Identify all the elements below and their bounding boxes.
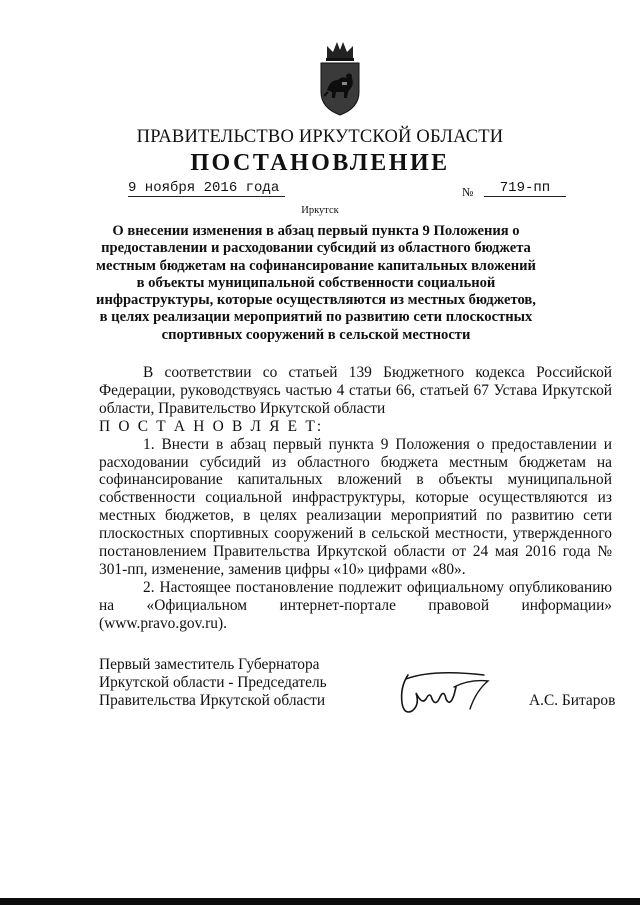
handwritten-signature — [392, 665, 502, 725]
signer-position-line: Иркутской области - Председатель — [99, 674, 327, 691]
decree-word: П О С Т А Н О В Л Я Е Т: — [99, 417, 324, 435]
signer-position — [99, 656, 327, 710]
document-title: О внесении изменения в абзац первый пункта 9 Положения о предоставлении и расходовании субсидий из областного бюджета местным бюджетам на софинансирование капитальных вложений в объекты муниципальной собственности социальной инфраструктуры, которые осуществляются из местных бюджетов, в целях реализации мероприятий по развитию сети плоскостных спортивных сооружений в сельской местности — [96, 223, 536, 343]
scan-bottom-edge — [0, 898, 640, 905]
preamble-paragraph: В соответствии со статьей 139 Бюджетного кодекса Российской Федерации, руководствуясь частью 4 статьи 66, статьей 67 Устава Иркутской области, Правительство Иркутской области — [99, 364, 612, 417]
number-sign: № — [462, 185, 474, 199]
document-type: ПОСТАНОВЛЕНИЕ — [190, 150, 450, 176]
signer-position-line: Первый заместитель Губернатора — [99, 656, 320, 673]
item-2-paragraph: 2. Настоящее постановление подлежит официальному опубликованию на «Официальном интернет-портале правовой информации» (www.pravo.gov.ru). — [99, 578, 612, 632]
document-body — [99, 364, 612, 633]
signer-name: А.С. Битаров — [529, 692, 616, 709]
government-name: ПРАВИТЕЛЬСТВО ИРКУТСКОЙ ОБЛАСТИ — [136, 127, 504, 147]
signer-position-line: Правительства Иркутской области — [99, 692, 326, 709]
document-date: 9 ноября 2016 года — [128, 180, 285, 197]
item-1-paragraph: 1. Внести в абзац первый пункта 9 Положения о предоставлении и расходовании субсидий из областного бюджета местным бюджетам на софинансирование капитальных вложений в объекты муниципальной собственности социальной инфраструктуры, которые осуществляются из местных бюджетов, в целях реализации мероприятий по развитию сети плоскостных спортивных сооружений в сельской местности, утвержденного постановлением Правительства Иркутской области от 24 мая 2016 года № 301-пп, изменение, заменив цифры «10» цифрами «80». — [99, 435, 612, 578]
coat-of-arms-icon — [318, 40, 362, 116]
city-name: Иркутск — [301, 205, 339, 216]
document-number: 719-пп — [484, 180, 566, 197]
